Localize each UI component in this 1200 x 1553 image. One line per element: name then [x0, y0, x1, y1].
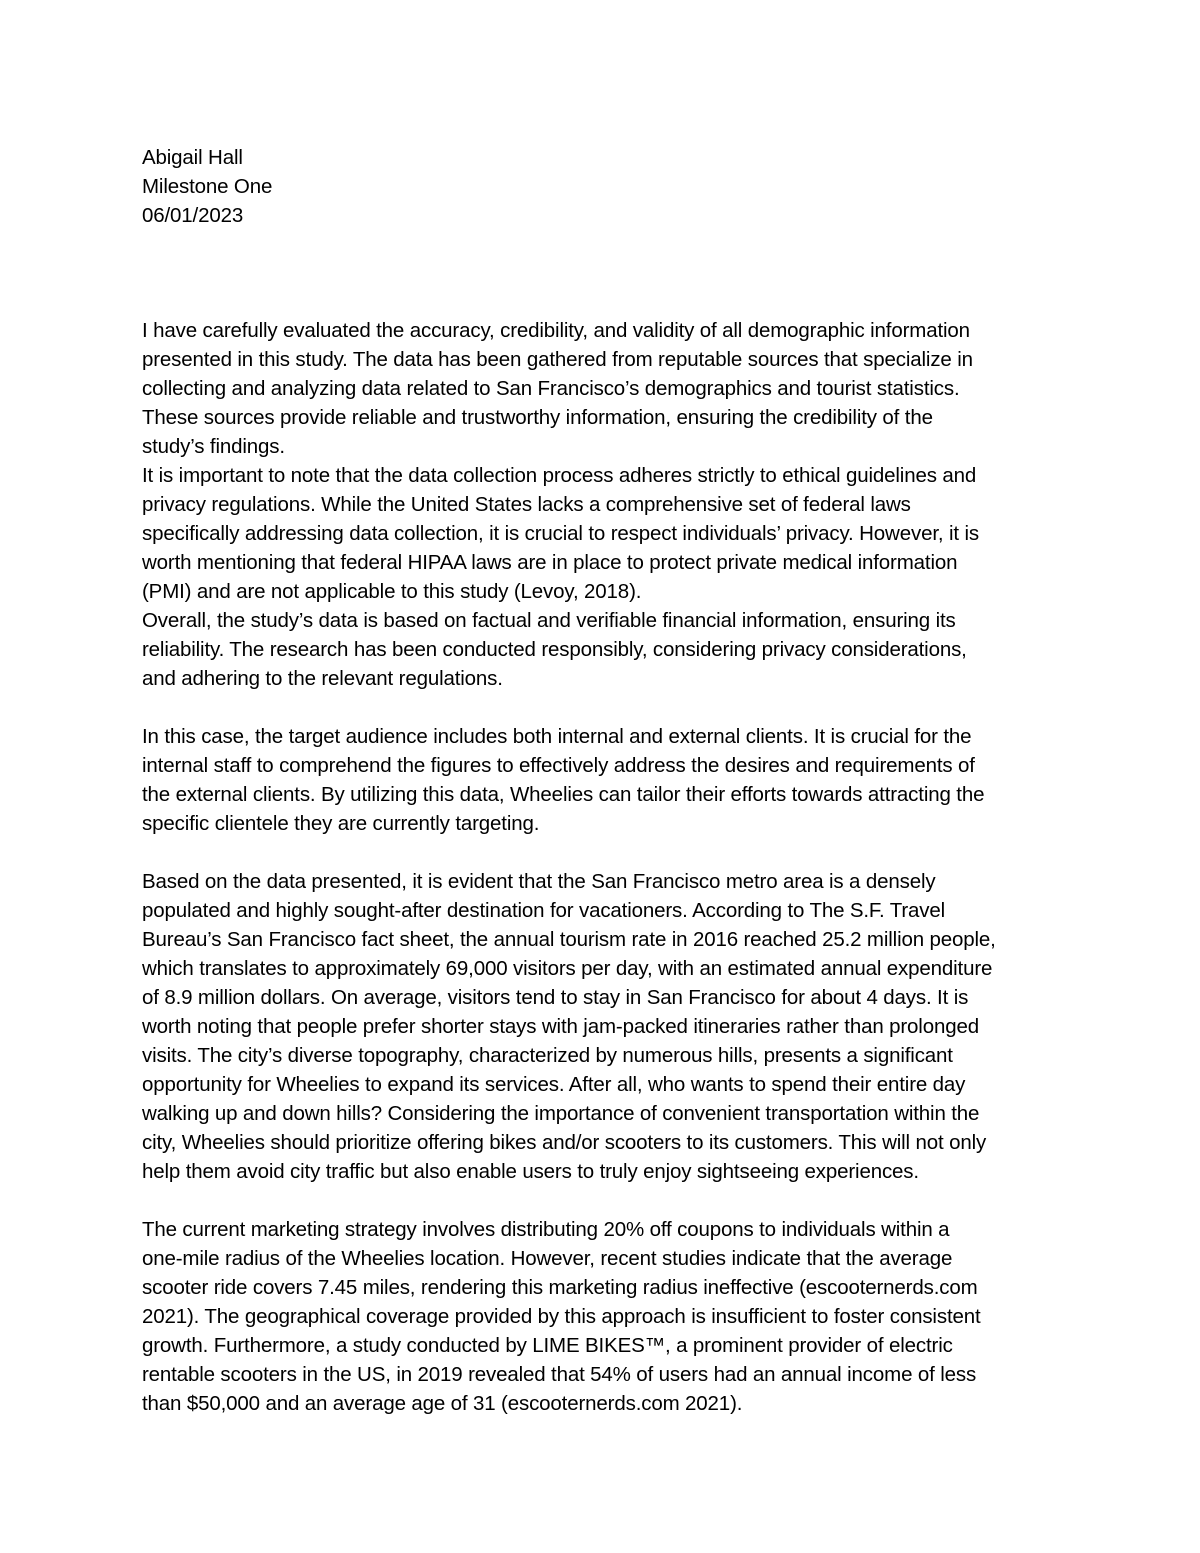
- paragraph-line: populated and highly sought-after destination for vacationers. According to The S.F. Travel: [142, 899, 946, 922]
- paragraph-line: I have carefully evaluated the accuracy, credibility, and validity of all demographic information: [142, 319, 970, 342]
- paragraph-line: opportunity for Wheelies to expand its services. After all, who wants to spend their entire day: [142, 1073, 966, 1096]
- paragraph-gap: [142, 1186, 1072, 1215]
- paragraph-line: scooter ride covers 7.45 miles, rendering this marketing radius ineffective (escooternerds.com: [142, 1276, 978, 1299]
- paragraph-line: of 8.9 million dollars. On average, visitors tend to stay in San Francisco for about 4 days. It is: [142, 986, 969, 1009]
- paragraph-gap: [142, 693, 1072, 722]
- paragraph-line: study’s findings.: [142, 435, 285, 458]
- paragraph-line: In this case, the target audience includes both internal and external clients. It is crucial for the: [142, 725, 972, 748]
- document-header: [142, 143, 1072, 230]
- paragraph-line: The current marketing strategy involves distributing 20% off coupons to individuals within a: [142, 1218, 950, 1241]
- paragraph-line: city, Wheelies should prioritize offering bikes and/or scooters to its customers. This will not only: [142, 1131, 987, 1154]
- paragraph-line: Based on the data presented, it is evident that the San Francisco metro area is a densely: [142, 870, 936, 893]
- paragraph-line: which translates to approximately 69,000 visitors per day, with an estimated annual expenditure: [142, 957, 993, 980]
- paragraph-line: growth. Furthermore, a study conducted by LIME BIKES™, a prominent provider of electric: [142, 1334, 953, 1357]
- paragraph-line: than $50,000 and an average age of 31 (escooternerds.com 2021).: [142, 1392, 743, 1415]
- paragraph-line: walking up and down hills? Considering the importance of convenient transportation within the: [142, 1102, 980, 1125]
- paragraph-line: worth noting that people prefer shorter stays with jam-packed itineraries rather than prolonged: [142, 1015, 979, 1038]
- paragraph-data-analysis: [142, 867, 1072, 1186]
- paragraph-line: 2021). The geographical coverage provided by this approach is insufficient to foster consistent: [142, 1305, 981, 1328]
- paragraph-line: internal staff to comprehend the figures to effectively address the desires and requirements of: [142, 754, 975, 777]
- paragraph-line: presented in this study. The data has been gathered from reputable sources that specialize in: [142, 348, 973, 371]
- paragraph-target-audience: [142, 722, 1072, 838]
- paragraph-line: specific clientele they are currently targeting.: [142, 812, 540, 835]
- paragraph-line: and adhering to the relevant regulations.: [142, 667, 503, 690]
- paragraph-line: specifically addressing data collection, it is crucial to respect individuals’ privacy. However, it is: [142, 522, 979, 545]
- paragraph-line: visits. The city’s diverse topography, characterized by numerous hills, presents a significant: [142, 1044, 953, 1067]
- paragraph-ethics: [142, 461, 1072, 606]
- paragraph-line: Bureau’s San Francisco fact sheet, the annual tourism rate in 2016 reached 25.2 million people,: [142, 928, 996, 951]
- paragraph-line: rentable scooters in the US, in 2019 revealed that 54% of users had an annual income of less: [142, 1363, 977, 1386]
- paragraph-marketing-strategy: [142, 1215, 1072, 1418]
- paragraph-line: reliability. The research has been conducted responsibly, considering privacy considerations,: [142, 638, 967, 661]
- paragraph-line: privacy regulations. While the United States lacks a comprehensive set of federal laws: [142, 493, 911, 516]
- paragraph-line: (PMI) and are not applicable to this study (Levoy, 2018).: [142, 580, 642, 603]
- header-gap: [142, 230, 1072, 316]
- paragraph-line: collecting and analyzing data related to San Francisco’s demographics and tourist statistics.: [142, 377, 960, 400]
- paragraph-line: the external clients. By utilizing this data, Wheelies can tailor their efforts towards attracting the: [142, 783, 985, 806]
- paragraph-line: Overall, the study’s data is based on factual and verifiable financial information, ensuring its: [142, 609, 956, 632]
- paragraph-line: one-mile radius of the Wheelies location. However, recent studies indicate that the average: [142, 1247, 953, 1270]
- author-name: Abigail Hall: [142, 146, 243, 169]
- assignment-title: Milestone One: [142, 175, 273, 198]
- document-date: 06/01/2023: [142, 204, 244, 227]
- paragraph-line: worth mentioning that federal HIPAA laws are in place to protect private medical information: [142, 551, 958, 574]
- paragraph-data-evaluation: [142, 316, 1072, 461]
- paragraph-line: help them avoid city traffic but also enable users to truly enjoy sightseeing experiences.: [142, 1160, 919, 1183]
- paragraph-line: These sources provide reliable and trustworthy information, ensuring the credibility of the: [142, 406, 933, 429]
- paragraph-line: It is important to note that the data collection process adheres strictly to ethical guidelines and: [142, 464, 977, 487]
- paragraph-overall: [142, 606, 1072, 693]
- document-page: [142, 143, 1072, 1418]
- paragraph-gap: [142, 838, 1072, 867]
